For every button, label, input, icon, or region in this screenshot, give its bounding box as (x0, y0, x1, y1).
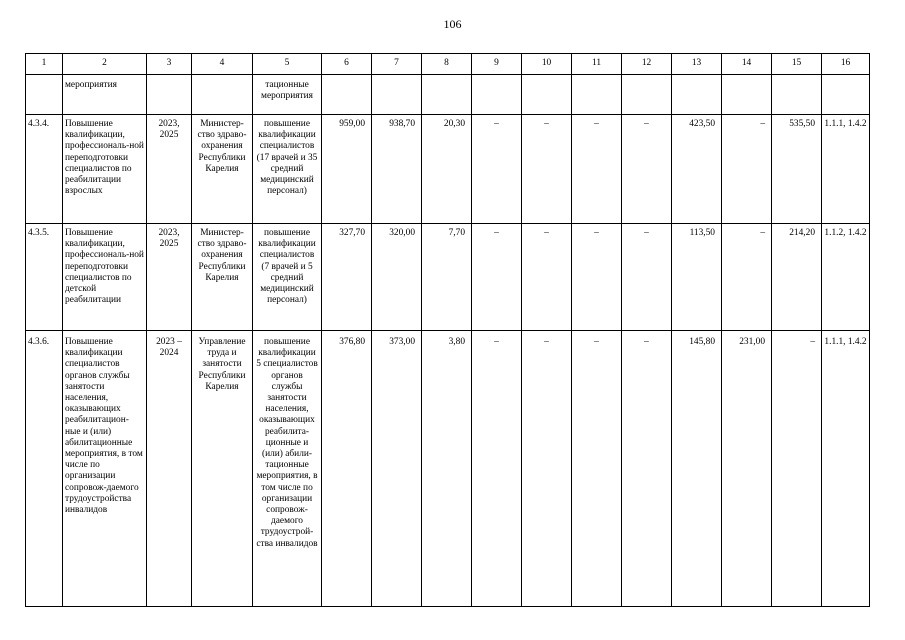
table-cell: Министер-ство здраво-охранения Республики Карелия (192, 224, 253, 331)
column-number-cell: 13 (672, 54, 722, 75)
column-number-cell: 8 (422, 54, 472, 75)
table-cell: 2023, 2025 (147, 224, 192, 331)
table-cell (147, 75, 192, 115)
table-cell: 535,50 (772, 115, 822, 224)
table-cell (772, 75, 822, 115)
table-cell (522, 75, 572, 115)
table-cell: повышение квалификации 5 специалистов органов службы занятости населения, оказывающих реабилита-ционные и (или) абили-тационные мероприятия, в том числе по организации сопровож-даемого трудоустрой-ства инвалидов (253, 331, 322, 607)
table-cell: Повышение квалификации, профессиональ-ной переподготовки специалистов по реабилитации взрослых (63, 115, 147, 224)
table-cell: – (522, 224, 572, 331)
table-cell: Повышение квалификации специалистов органов службы занятости населения, оказывающих реабилитацион-ные и (или) абилитационные мероприятия, в том числе по организации сопровож-даемого трудоустройства инвалидов (63, 331, 147, 607)
column-number-cell: 16 (822, 54, 870, 75)
table-cell: 3,80 (422, 331, 472, 607)
table-cell (372, 75, 422, 115)
table-row (26, 331, 870, 607)
column-number-cell: 15 (772, 54, 822, 75)
column-number-cell: 6 (322, 54, 372, 75)
table-cell (622, 75, 672, 115)
table-cell: 320,00 (372, 224, 422, 331)
table-cell: 145,80 (672, 331, 722, 607)
table-cell: 113,50 (672, 224, 722, 331)
table-cell: – (522, 331, 572, 607)
table-cell: 4.3.5. (26, 224, 63, 331)
column-number-cell: 7 (372, 54, 422, 75)
page-number: 106 (443, 17, 462, 31)
table-cell: Министер-ство здраво-охранения Республики Карелия (192, 115, 253, 224)
table-cell: 373,00 (372, 331, 422, 607)
column-number-cell: 4 (192, 54, 253, 75)
table-cell (26, 75, 63, 115)
table-cell: – (722, 224, 772, 331)
activities-table (25, 53, 870, 607)
table-cell (192, 75, 253, 115)
table-cell: – (572, 224, 622, 331)
table-cell: Повышение квалификации, профессиональ-ной переподготовки специалистов по детской реабилитации (63, 224, 147, 331)
table-cell: 2023, 2025 (147, 115, 192, 224)
table-cell: – (472, 224, 522, 331)
column-number-cell: 5 (253, 54, 322, 75)
table-cell: 1.1.1, 1.4.2 (822, 115, 870, 224)
table-cell: 2023 – 2024 (147, 331, 192, 607)
table-cell: 938,70 (372, 115, 422, 224)
table-cell: – (572, 115, 622, 224)
table-cell (822, 75, 870, 115)
table-cell: 1.1.2, 1.4.2 (822, 224, 870, 331)
table-cell: – (572, 331, 622, 607)
table-cell: 423,50 (672, 115, 722, 224)
table-cell: повышение квалификации специалистов (7 врачей и 5 средний медицинский персонал) (253, 224, 322, 331)
table-cell: 4.3.6. (26, 331, 63, 607)
table-row (26, 75, 870, 115)
table-cell: – (722, 115, 772, 224)
table-cell: – (622, 224, 672, 331)
table-cell: 20,30 (422, 115, 472, 224)
table-cell: 231,00 (722, 331, 772, 607)
table-cell: повышение квалификации специалистов (17 врачей и 35 средний медицинский персонал) (253, 115, 322, 224)
table-row (26, 115, 870, 224)
table-cell: – (772, 331, 822, 607)
table-header-row (26, 54, 870, 75)
column-number-cell: 1 (26, 54, 63, 75)
table-cell (722, 75, 772, 115)
table-cell: – (622, 115, 672, 224)
column-number-cell: 11 (572, 54, 622, 75)
table-cell: 327,70 (322, 224, 372, 331)
column-number-cell: 12 (622, 54, 672, 75)
column-number-cell: 14 (722, 54, 772, 75)
table-cell: – (522, 115, 572, 224)
column-number-cell: 9 (472, 54, 522, 75)
table-cell (472, 75, 522, 115)
table-cell: 7,70 (422, 224, 472, 331)
table-cell: – (472, 115, 522, 224)
column-number-cell: 2 (63, 54, 147, 75)
table-cell (572, 75, 622, 115)
table-cell: Управление труда и занятости Республики Карелия (192, 331, 253, 607)
table-row (26, 224, 870, 331)
table-cell: 4.3.4. (26, 115, 63, 224)
table-cell: 214,20 (772, 224, 822, 331)
table-cell (422, 75, 472, 115)
table-cell (672, 75, 722, 115)
table-cell: – (622, 331, 672, 607)
column-number-cell: 10 (522, 54, 572, 75)
table-cell: мероприятия (63, 75, 147, 115)
table-cell: – (472, 331, 522, 607)
table-cell: тационные мероприятия (253, 75, 322, 115)
table-cell: 1.1.1, 1.4.2 (822, 331, 870, 607)
table-cell (322, 75, 372, 115)
column-number-cell: 3 (147, 54, 192, 75)
table-cell: 376,80 (322, 331, 372, 607)
table-cell: 959,00 (322, 115, 372, 224)
